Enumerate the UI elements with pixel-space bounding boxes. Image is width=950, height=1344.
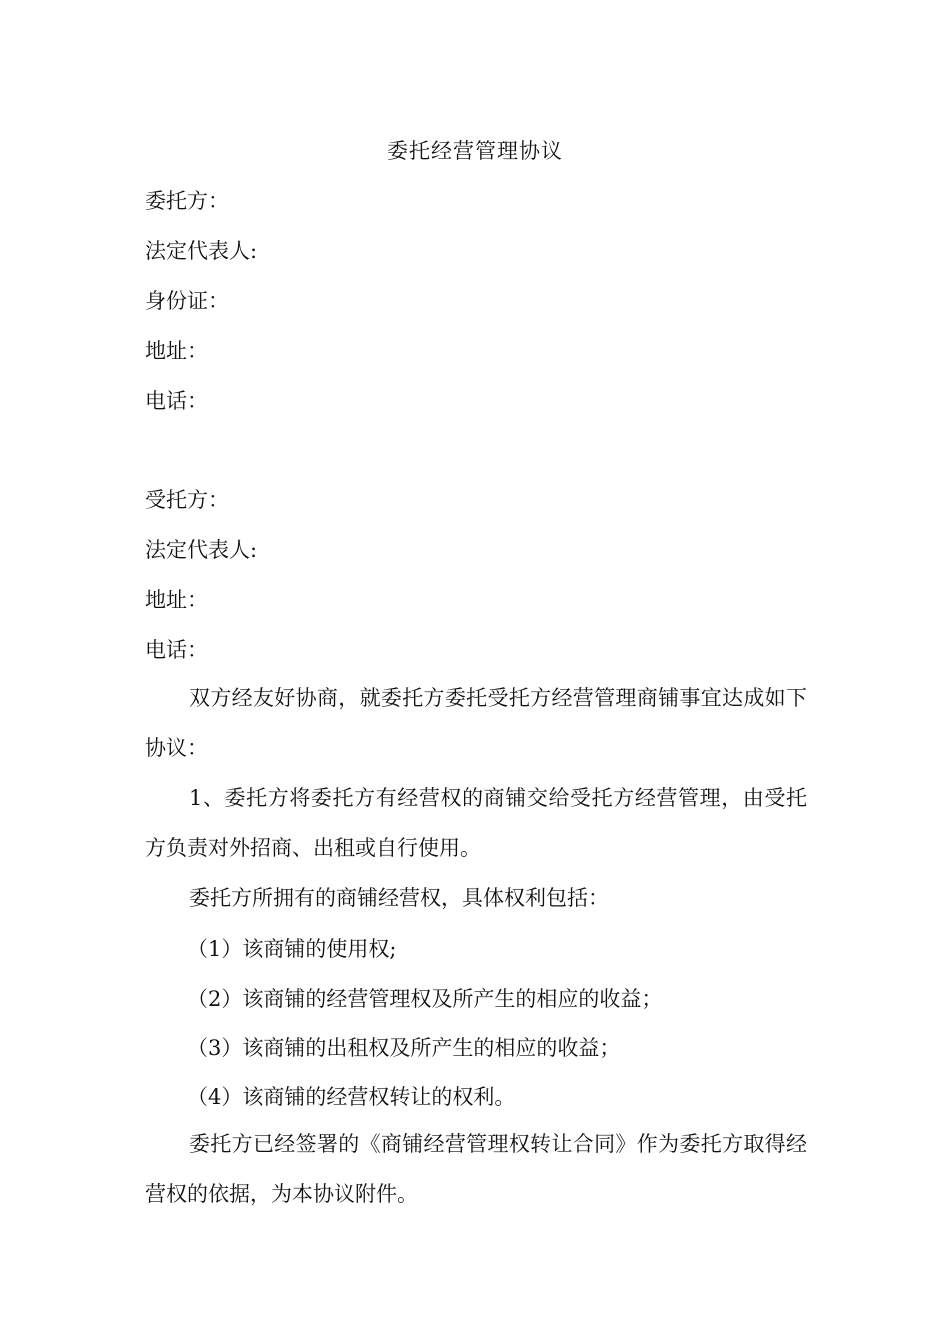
agent-party-label: 受托方： [145, 488, 229, 512]
clause-1-paragraph: 1、委托方将委托方有经营权的商铺交给受托方经营管理，由受托方负责对外招商、出租或自行使用。 [145, 786, 807, 860]
principal-party-label: 委托方： [145, 189, 229, 213]
rights-item: （1）该商铺的使用权; [187, 937, 397, 961]
document-title: 委托经营管理协议 [387, 139, 563, 163]
principal-address-label: 地址： [145, 339, 208, 363]
agent-legal-rep-label: 法定代表人: [145, 538, 258, 562]
intro-paragraph: 双方经友好协商，就委托方委托受托方经营管理商铺事宜达成如下协议： [145, 686, 807, 760]
rights-intro-paragraph: 委托方所拥有的商铺经营权，具体权利包括： [189, 886, 609, 910]
principal-id-card-label: 身份证： [145, 289, 229, 313]
rights-item: （3）该商铺的出租权及所产生的相应的收益； [187, 1036, 621, 1060]
rights-item: （2）该商铺的经营管理权及所产生的相应的收益； [187, 987, 663, 1011]
agent-address-label: 地址： [145, 588, 208, 612]
agent-phone-label: 电话： [145, 638, 208, 662]
principal-legal-rep-label: 法定代表人: [145, 239, 258, 263]
principal-phone-label: 电话： [145, 389, 208, 413]
basis-paragraph: 委托方已经签署的《商铺经营管理权转让合同》作为委托方取得经营权的依据，为本协议附件。 [145, 1132, 807, 1206]
rights-item: （4）该商铺的经营权转让的权利。 [187, 1085, 516, 1109]
